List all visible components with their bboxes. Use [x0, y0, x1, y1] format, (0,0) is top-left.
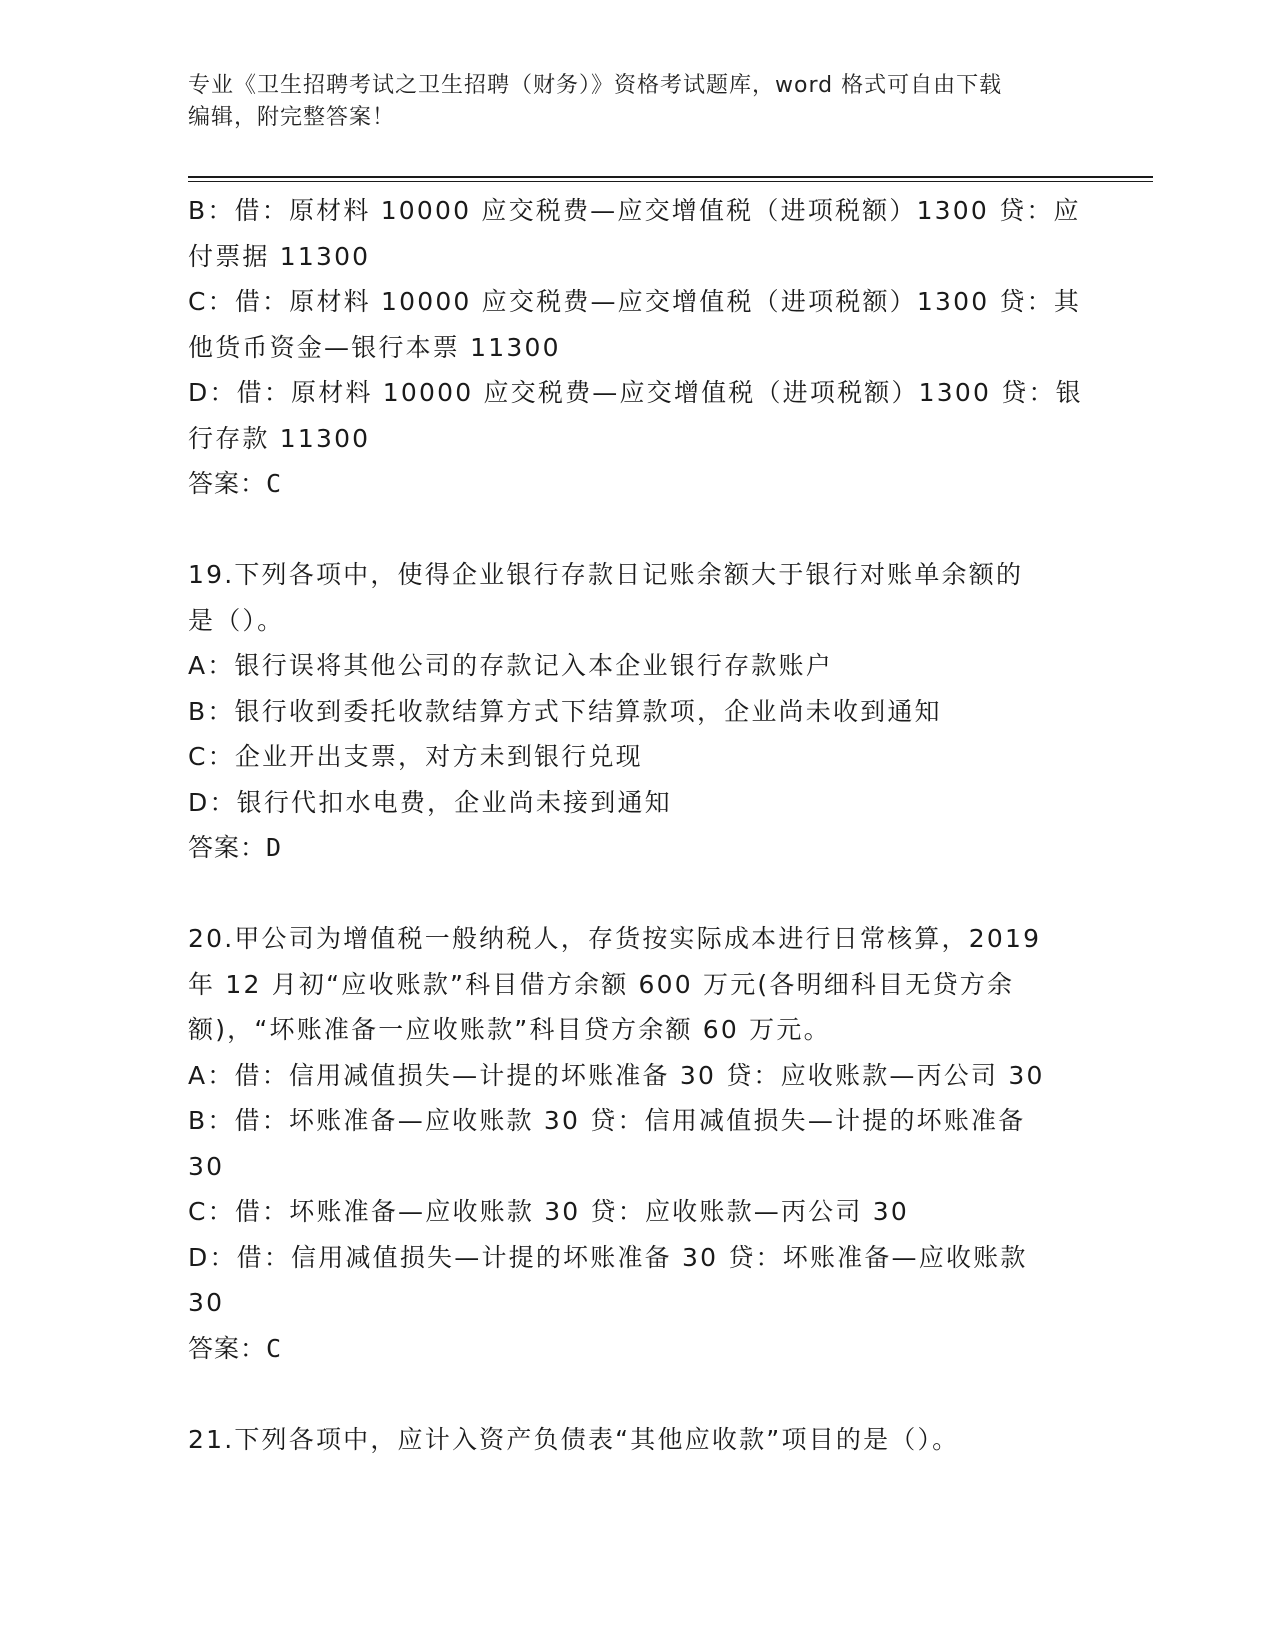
q19-answer	[188, 825, 1078, 871]
answer-label: 答案：	[188, 833, 267, 862]
q18-option-c-line-2: 他货币资金—银行本票 11300	[188, 332, 561, 362]
q20-option-d-line-1: D：借：信用减值损失—计提的坏账准备 30 贷：坏账准备—应收账款	[188, 1242, 1028, 1272]
q20-option-b-line-1: B：借：坏账准备—应收账款 30 贷：信用减值损失—计提的坏账准备	[188, 1106, 1026, 1135]
document-header	[188, 70, 1088, 134]
header-divider-thin	[188, 181, 1153, 182]
q18-option-d-line-1: D：借：原材料 10000 应交税费—应交增值税（进项税额）1300 贷：银	[188, 378, 1083, 407]
q18-option-b-line-2: 付票据 11300	[188, 241, 371, 271]
q19-option-c: C：企业开出支票，对方未到银行兑现	[188, 742, 643, 771]
spacer	[188, 1371, 1078, 1417]
answer-value: C	[266, 1333, 283, 1363]
spacer	[188, 507, 1078, 553]
q19-option-a: A：银行误将其他公司的存款记入本企业银行存款账户	[188, 651, 833, 680]
q18-answer	[188, 461, 1078, 507]
q20-stem-line-2: 年 12 月初“应收账款”科目借方余额 600 万元(各明细科目无贷方余	[188, 969, 1015, 999]
answer-label: 答案：	[188, 469, 267, 498]
question-content	[188, 188, 1083, 1462]
q20-option-b-line-2: 30	[188, 1151, 225, 1181]
q19-stem-line-1: 19.下列各项中，使得企业银行存款日记账余额大于银行对账单余额的	[188, 560, 1024, 589]
answer-label: 答案：	[188, 1333, 267, 1363]
spacer	[188, 871, 1078, 917]
answer-value: C	[266, 469, 283, 498]
q18-option-b-line-1: B：借：原材料 10000 应交税费—应交增值税（进项税额）1300 贷：应	[188, 196, 1081, 225]
header-divider-thick	[188, 176, 1153, 178]
q20-option-d-line-2: 30	[188, 1288, 225, 1317]
q20-stem-line-3: 额)，“坏账准备一应收账款”科目贷方余额 60 万元。	[188, 1015, 831, 1044]
q19-stem-line-2: 是（）。	[188, 605, 285, 635]
q18-option-d-line-2: 行存款 11300	[188, 423, 371, 453]
q19-option-d: D：银行代扣水电费，企业尚未接到通知	[188, 787, 672, 817]
q18-option-c-line-1: C：借：原材料 10000 应交税费—应交增值税（进项税额）1300 贷：其	[188, 287, 1082, 316]
answer-value: D	[266, 833, 283, 862]
header-line-1: 专业《卫生招聘考试之卫生招聘（财务）》资格考试题库，word 格式可自由下载	[188, 73, 1003, 98]
q21-stem-line-1: 21.下列各项中，应计入资产负债表“其他应收款”项目的是（）。	[188, 1424, 960, 1454]
q20-option-c: C：借：坏账准备—应收账款 30 贷：应收账款—丙公司 30	[188, 1197, 909, 1226]
header-line-2: 编辑，附完整答案！	[188, 105, 396, 130]
q19-option-b: B：银行收到委托收款结算方式下结算款项，企业尚未收到通知	[188, 696, 942, 726]
q20-answer	[188, 1326, 1078, 1372]
q20-stem-line-1: 20.甲公司为增值税一般纳税人，存货按实际成本进行日常核算，2019	[188, 924, 1042, 953]
q20-option-a: A：借：信用减值损失—计提的坏账准备 30 贷：应收账款—丙公司 30	[188, 1060, 1045, 1090]
